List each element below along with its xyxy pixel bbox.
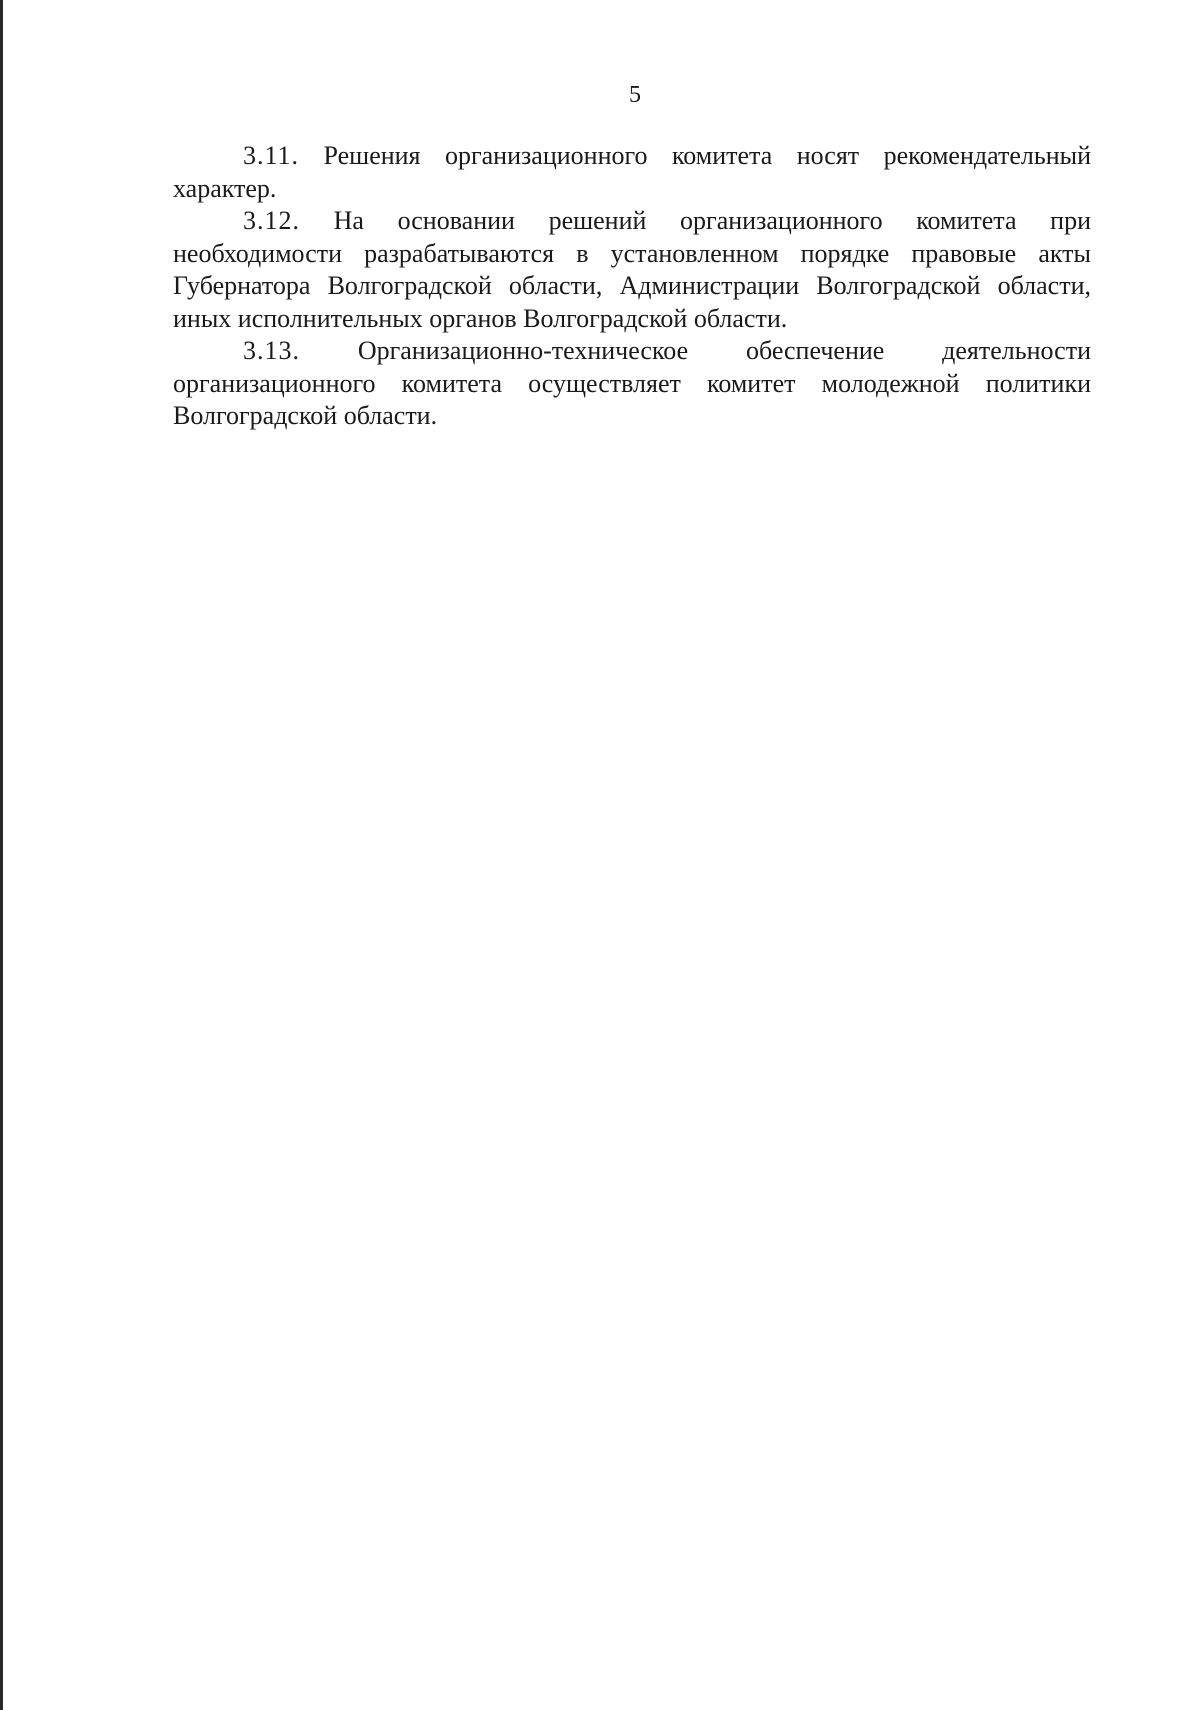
paragraph-number: 3.13. [243,336,300,365]
paragraph-3-12 [173,205,1091,335]
paragraph-3-13 [173,335,1091,433]
paragraph-text: На основании решений организационного комитета при необходимости разрабатываются в установленном порядке правовые акты Губернатора Волгоградской области, Администрации Волгоградской области, иных исполнительных органов Волгоградской области. [173,206,1091,333]
document-body [173,140,1091,433]
paragraph-3-11 [173,140,1091,205]
paragraph-text: Решения организационного комитета носят рекомендательный характер. [173,141,1092,203]
paragraph-number: 3.11. [243,141,300,170]
page-number: 5 [629,82,641,108]
paragraph-text: Организационно-техническое обеспечение деятельности организационного комитета осуществляет комитет молодежной политики Волгоградской области. [173,336,1092,430]
paragraph-number: 3.12. [243,206,300,235]
scan-edge-line [0,0,3,1710]
